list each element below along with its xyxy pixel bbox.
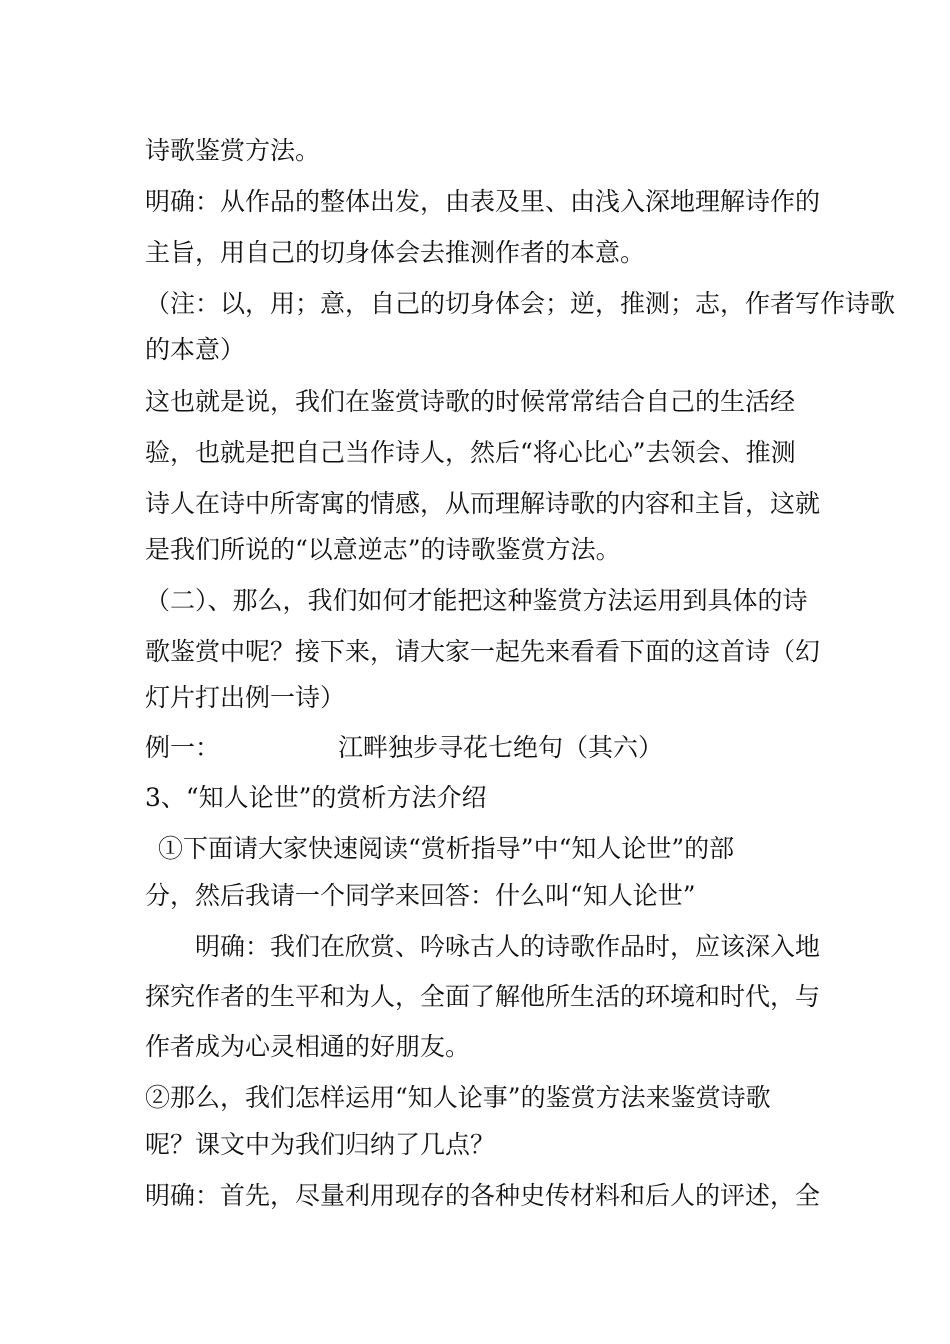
text-line-19: 作者成为心灵相通的好朋友。 xyxy=(145,1032,471,1061)
poem-title: 江畔独步寻花七绝句（其六） xyxy=(338,733,664,762)
text-line-6: 这也就是说，我们在鉴赏诗歌的时候常常结合自己的生活经 xyxy=(145,387,796,416)
text-line-10: （二）、那么，我们如何才能把这种鉴赏方法运用到具体的诗 xyxy=(145,586,808,615)
text-line-4: （注：以，用；意，自己的切身体会；逆，推测；志，作者写作诗歌 xyxy=(145,289,896,318)
text-line-5: 的本意） xyxy=(145,335,246,364)
text-line-8: 诗人在诗中所寄寓的情感，从而理解诗歌的内容和主旨，这就 xyxy=(145,489,821,518)
example-label: 例一： xyxy=(145,733,221,762)
text-line-9: 是我们所说的“以意逆志”的诗歌鉴赏方法。 xyxy=(145,535,621,564)
text-line-21: 呢？课文中为我们归纳了几点？ xyxy=(145,1130,496,1159)
text-line-3: 主旨，用自己的切身体会去推测作者的本意。 xyxy=(145,238,646,267)
text-line-7: 验，也就是把自己当作诗人，然后“将心比心”去领会、推测 xyxy=(145,438,796,467)
text-line-2: 明确：从作品的整体出发，由表及里、由浅入深地理解诗作的 xyxy=(145,187,821,216)
text-line-18: 探究作者的生平和为人，全面了解他所生活的环境和时代，与 xyxy=(145,982,821,1011)
text-line-11: 歌鉴赏中呢？接下来，请大家一起先来看看下面的这首诗（幻 xyxy=(145,637,821,666)
text-line-12: 灯片打出例一诗） xyxy=(145,683,346,712)
text-line-17: 明确：我们在欣赏、吟咏古人的诗歌作品时，应该深入地 xyxy=(195,932,821,961)
text-line-15: ①下面请大家快速阅读“赏析指导”中“知人论世”的部 xyxy=(158,834,735,863)
example-line xyxy=(145,728,815,768)
text-line-16: 分，然后我请一个同学来回答：什么叫“知人论世” xyxy=(145,881,696,910)
text-line-22: 明确：首先，尽量利用现存的各种史传材料和后人的评述，全 xyxy=(145,1181,821,1210)
text-line-20: ②那么，我们怎样运用“知人论事”的鉴赏方法来鉴赏诗歌 xyxy=(145,1083,771,1112)
text-line-1: 诗歌鉴赏方法。 xyxy=(145,136,321,165)
section-heading: 3、“知人论世”的赏析方法介绍 xyxy=(145,783,487,812)
